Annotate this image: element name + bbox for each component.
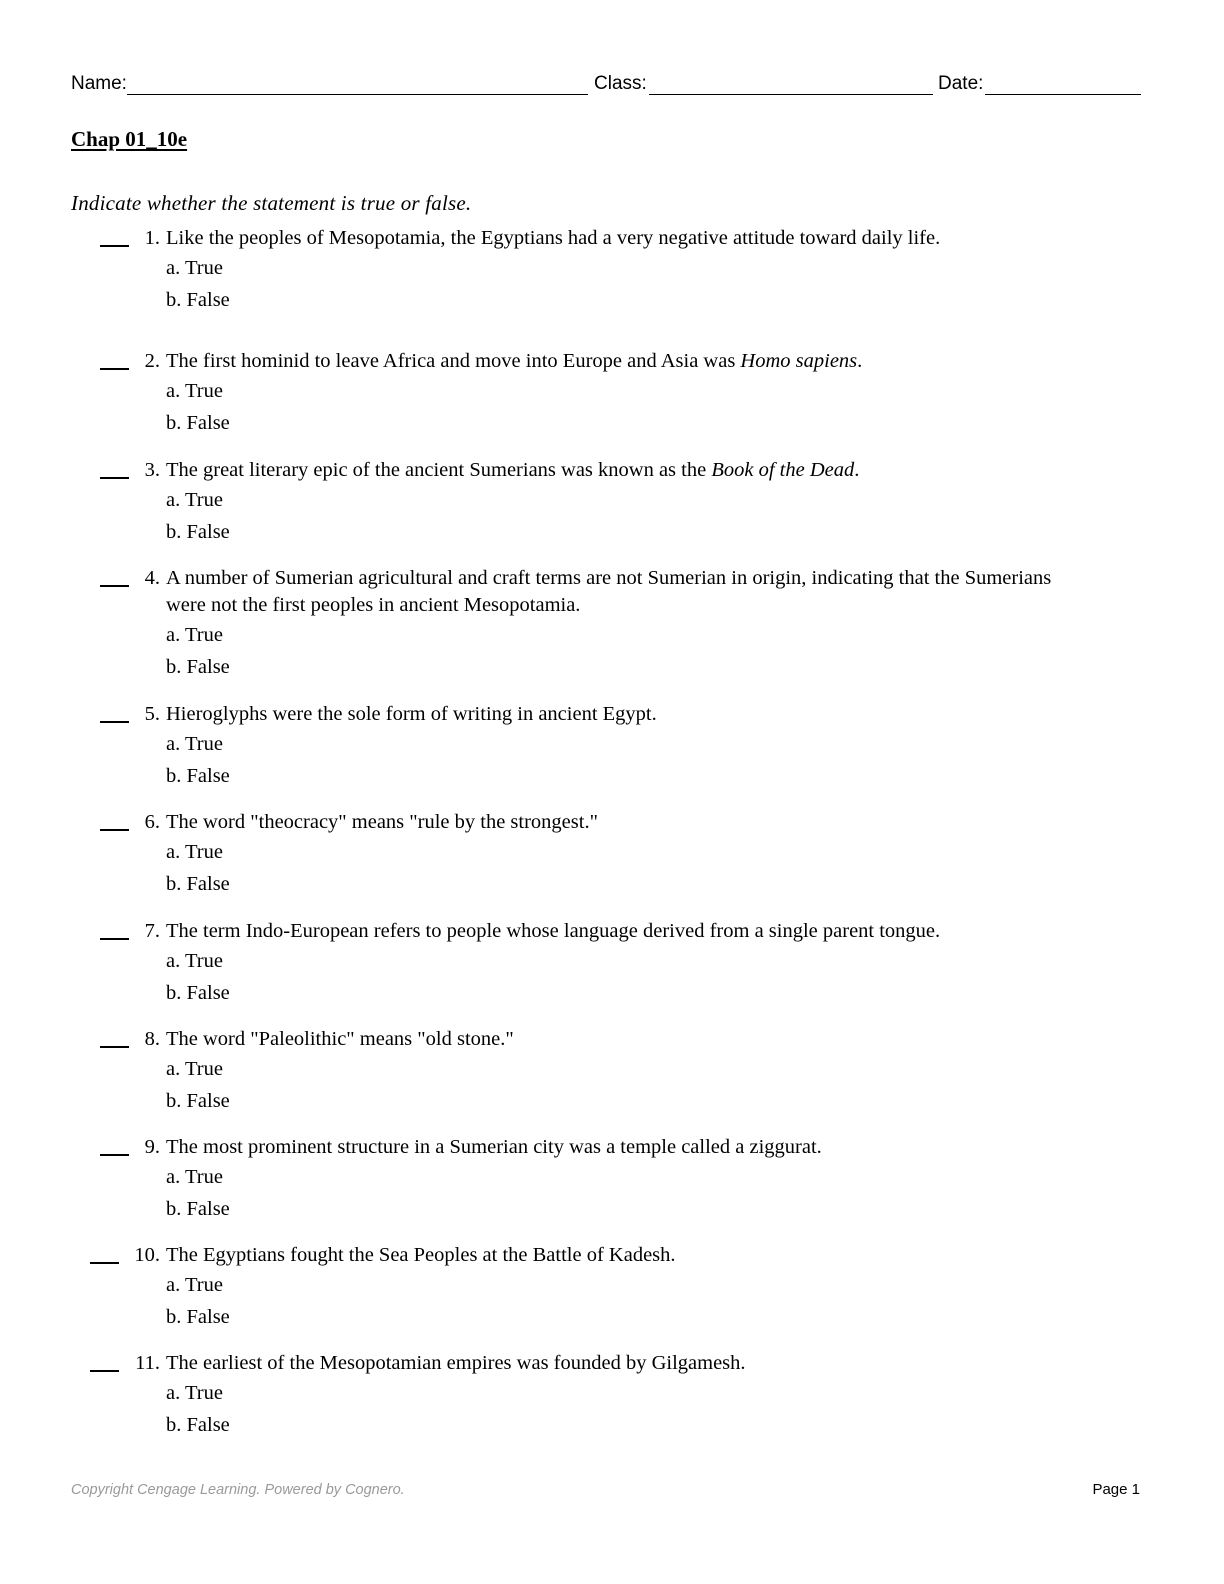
- option-true[interactable]: a. True: [166, 1058, 223, 1080]
- question-stem-line-2: were not the first peoples in ancient Mesopotamia.: [166, 594, 581, 616]
- name-label: Name:: [71, 73, 127, 94]
- option-false[interactable]: b. False: [166, 656, 230, 678]
- option-true[interactable]: a. True: [166, 1382, 223, 1404]
- question-number: 6.: [144, 811, 160, 833]
- stem-text-end: .: [857, 350, 863, 372]
- question-4: [0, 565, 1224, 625]
- question-number: 2.: [144, 350, 160, 372]
- question-number: 11.: [135, 1352, 160, 1374]
- class-label: Class:: [594, 73, 647, 94]
- option-true[interactable]: a. True: [166, 733, 223, 755]
- question-number: 4.: [144, 567, 160, 589]
- option-false[interactable]: b. False: [166, 982, 230, 1004]
- question-number: 7.: [144, 920, 160, 942]
- question-stem-line-1: A number of Sumerian agricultural and craft terms are not Sumerian in origin, indicating that the Sumerians: [166, 567, 1052, 589]
- option-true[interactable]: a. True: [166, 1274, 223, 1296]
- page-number: Page 1: [1092, 1481, 1140, 1498]
- copyright-footer: Copyright Cengage Learning. Powered by Cognero.: [71, 1482, 405, 1498]
- question-number: 10.: [134, 1244, 160, 1266]
- name-field[interactable]: [127, 94, 588, 95]
- question-stem: [166, 348, 1116, 375]
- question-stem: Hieroglyphs were the sole form of writing in ancient Egypt.: [166, 703, 657, 725]
- question-number: 1.: [144, 227, 160, 249]
- question-stem: [166, 457, 1116, 484]
- option-false[interactable]: b. False: [166, 1414, 230, 1436]
- option-false[interactable]: b. False: [166, 1306, 230, 1328]
- option-false[interactable]: b. False: [166, 412, 230, 434]
- option-false[interactable]: b. False: [166, 765, 230, 787]
- question-stem: The term Indo-European refers to people whose language derived from a single parent tongue.: [166, 920, 941, 942]
- document-title: Chap 01_10e: [71, 127, 188, 151]
- stem-text-end: .: [854, 459, 860, 481]
- question-stem: The Egyptians fought the Sea Peoples at the Battle of Kadesh.: [166, 1244, 676, 1266]
- stem-text: The first hominid to leave Africa and move into Europe and Asia was: [166, 350, 741, 372]
- stem-emphasis: Homo sapiens: [740, 350, 858, 372]
- option-true[interactable]: a. True: [166, 624, 223, 646]
- student-info-header: [0, 72, 1224, 98]
- question-number: 9.: [144, 1136, 160, 1158]
- question-number: 3.: [144, 459, 160, 481]
- option-true[interactable]: a. True: [166, 1166, 223, 1188]
- option-true[interactable]: a. True: [166, 489, 223, 511]
- option-false[interactable]: b. False: [166, 1090, 230, 1112]
- option-true[interactable]: a. True: [166, 380, 223, 402]
- question-number: 8.: [144, 1028, 160, 1050]
- option-false[interactable]: b. False: [166, 873, 230, 895]
- question-stem: The word "theocracy" means "rule by the strongest.": [166, 811, 598, 833]
- option-false[interactable]: b. False: [166, 521, 230, 543]
- question-stem: The most prominent structure in a Sumerian city was a temple called a ziggurat.: [166, 1136, 822, 1158]
- instructions: Indicate whether the statement is true or false.: [71, 191, 472, 215]
- option-true[interactable]: a. True: [166, 950, 223, 972]
- stem-emphasis: Book of the Dead: [711, 459, 855, 481]
- class-field[interactable]: [649, 94, 933, 95]
- option-false[interactable]: b. False: [166, 1198, 230, 1220]
- question-stem: The word "Paleolithic" means "old stone.": [166, 1028, 514, 1050]
- question-stem: Like the peoples of Mesopotamia, the Egyptians had a very negative attitude toward daily life.: [166, 227, 941, 249]
- option-true[interactable]: a. True: [166, 841, 223, 863]
- stem-text: The great literary epic of the ancient Sumerians was known as the: [166, 459, 712, 481]
- date-label: Date:: [938, 73, 984, 94]
- option-false[interactable]: b. False: [166, 289, 230, 311]
- date-field[interactable]: [985, 94, 1141, 95]
- question-number: 5.: [144, 703, 160, 725]
- option-true[interactable]: a. True: [166, 257, 223, 279]
- question-stem: The earliest of the Mesopotamian empires was founded by Gilgamesh.: [166, 1352, 746, 1374]
